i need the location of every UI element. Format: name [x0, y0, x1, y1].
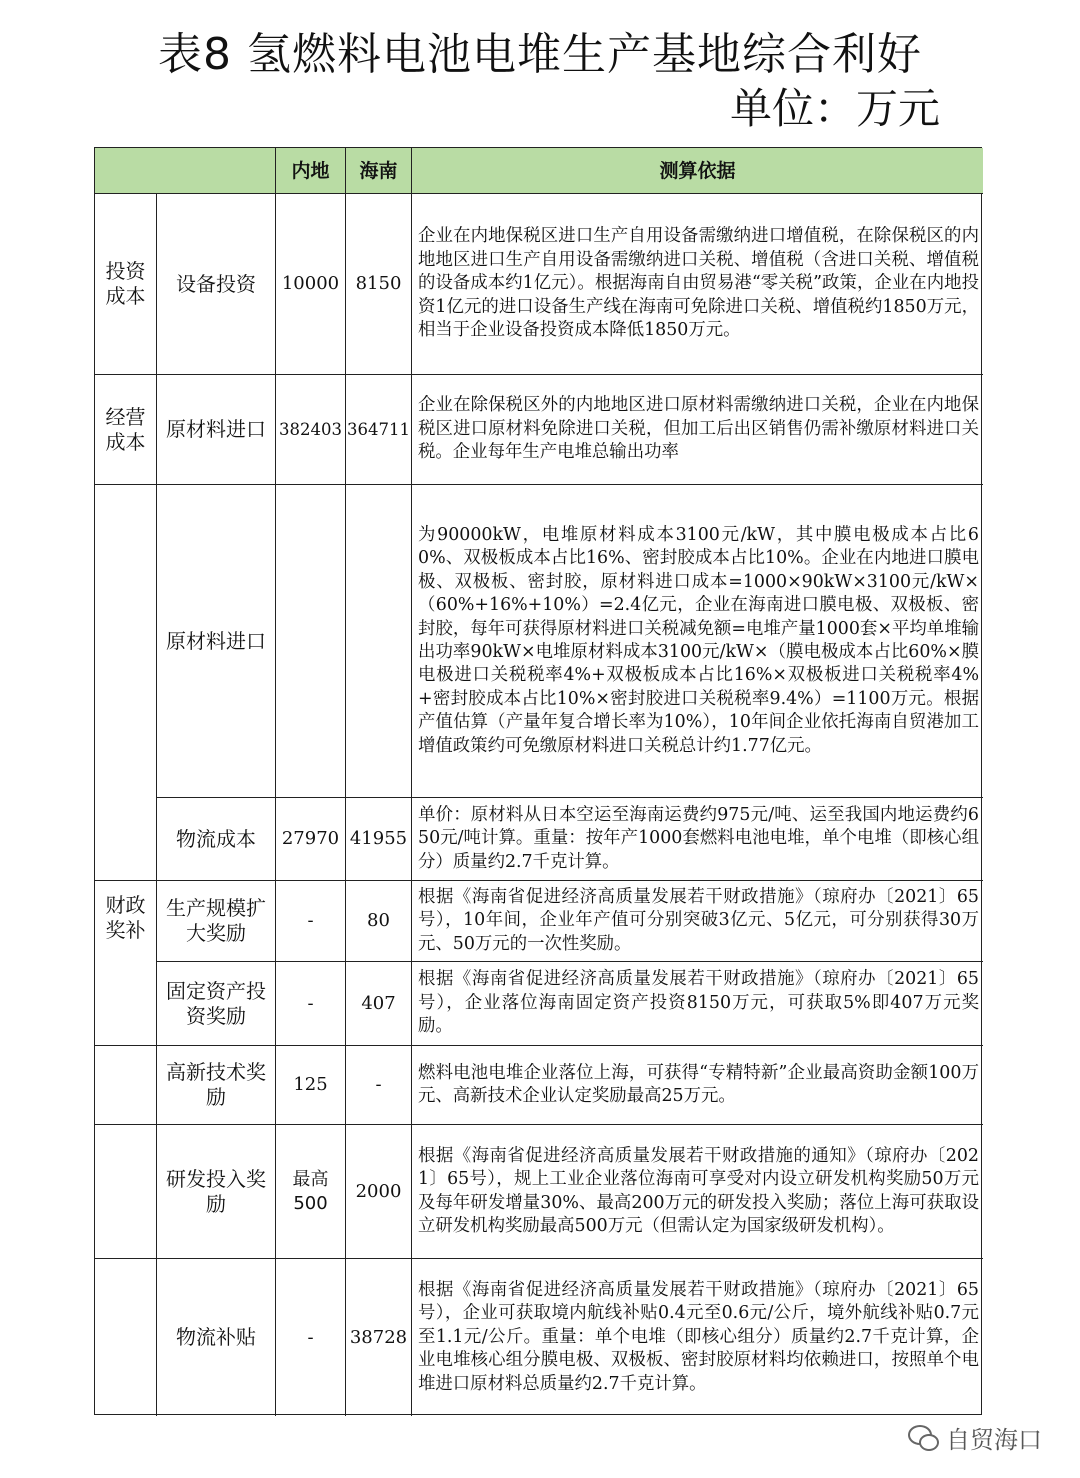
wechat-icon: [908, 1425, 938, 1451]
basis-text: 为90000kW，电堆原材料成本3100元/kW，其中膜电极成本占比60%、双极板成本占比16%、密封胶成本占比10%。企业在内地进口膜电极、双极板、密封胶，原材料进口成本=1000×90kW×3100元/kW×（60%+16%+10%）=2.4亿元，企业在海南进口膜电极、双极板、密封胶，每年可获得原材料进口关税减免额=电堆产量1000套×平均单堆输出功率90kW×电堆原材料成本3100元/kW×（膜电极成本占比60%×膜电极进口关税税率4%+双极板成本占比16%×双极板进口关税税率4%+密封胶成本占比10%×密封胶进口关税税率9.4%）=1100万元。根据产值估算（产量年复合增长率为10%），10年间企业依托海南自贸港加工增值政策约可免缴原材料进口关税总计约1.77亿元。: [412, 485, 983, 798]
hainan-value: 41955: [346, 798, 412, 881]
mainland-value: 10000: [276, 194, 346, 375]
header-blank: [95, 148, 276, 194]
item-name: 原材料进口: [157, 485, 276, 798]
item-name: 设备投资: [157, 194, 276, 375]
unit-label: 单位：万元: [729, 84, 940, 133]
hainan-value: 364711: [346, 375, 412, 485]
hainan-value: -: [346, 1046, 412, 1125]
watermark-text: 自贸海口: [946, 1426, 1042, 1454]
item-name: 研发投入奖励: [157, 1125, 276, 1259]
item-name: 固定资产投资奖励: [157, 962, 276, 1046]
category-investment: 投资 成本: [95, 194, 157, 375]
basis-text: 燃料电池电堆企业落位上海，可获得“专精特新”企业最高资助金额100万元、高新技术企业认定奖励最高25万元。: [412, 1046, 983, 1125]
hainan-value: 38728: [346, 1259, 412, 1416]
header-mainland: 内地: [276, 148, 346, 194]
basis-text: 根据《海南省促进经济高质量发展若干财政措施》（琼府办〔2021〕65号），企业落位海南固定资产投资8150万元，可获取5%即407万元奖励。: [412, 962, 983, 1046]
item-name: 物流成本: [157, 798, 276, 881]
basis-text: 单价：原材料从日本空运至海南运费约975元/吨、运至我国内地运费约650元/吨计算。重量：按年产1000套燃料电池电堆，单个电堆（即核心组分）质量约2.7千克计算。: [412, 798, 983, 881]
category-blank: [95, 1046, 157, 1125]
table-title: 表8 氢燃料电池电堆生产基地综合利好: [158, 29, 922, 80]
basis-text: 企业在内地保税区进口生产自用设备需缴纳进口增值税，在除保税区的内地地区进口生产自用设备需缴纳进口关税、增值税（含进口关税、增值税的设备成本约1亿元）。根据海南自由贸易港“零关税”政策，企业在内地投资1亿元的进口设备生产线在海南可免除进口关税、增值税约1850万元，相当于企业设备投资成本降低1850万元。: [412, 194, 983, 375]
category-blank: [95, 485, 157, 881]
category-operation: 经营 成本: [95, 375, 157, 485]
basis-text: 企业在除保税区外的内地地区进口原材料需缴纳进口关税，企业在内地保税区进口原材料免除进口关税，但加工后出区销售仍需补缴原材料进口关税。企业每年生产电堆总输出功率: [412, 375, 983, 485]
mainland-value: -: [276, 1259, 346, 1416]
watermark: [908, 1420, 1042, 1455]
basis-text: 根据《海南省促进经济高质量发展若干财政措施》（琼府办〔2021〕65号），10年间，企业年产值可分别突破3亿元、5亿元，可分别获得30万元、50万元的一次性奖励。: [412, 881, 983, 962]
mainland-value: 27970: [276, 798, 346, 881]
mainland-value: -: [276, 962, 346, 1046]
header-hainan: 海南: [346, 148, 412, 194]
mainland-value: 125: [276, 1046, 346, 1125]
hainan-value: 407: [346, 962, 412, 1046]
hainan-value: [346, 485, 412, 798]
hainan-value: 8150: [346, 194, 412, 375]
category-fiscal: 财政 奖补: [95, 881, 157, 1046]
item-name: 高新技术奖励: [157, 1046, 276, 1125]
basis-text: 根据《海南省促进经济高质量发展若干财政措施》（琼府办〔2021〕65号），企业可获取境内航线补贴0.4元至0.6元/公斤，境外航线补贴0.7元至1.1元/公斤。重量：单个电堆（即核心组分）质量约2.7千克计算，企业电堆核心组分膜电极、双极板、密封胶原材料均依赖进口，按照单个电堆进口原材料总质量约2.7千克计算。: [418, 1279, 979, 1394]
item-name: 原材料进口: [157, 375, 276, 485]
benefit-table: [94, 147, 982, 1415]
mainland-value: 最高 500: [276, 1125, 346, 1259]
mainland-value: 382403: [276, 375, 346, 485]
hainan-value: 2000: [346, 1125, 412, 1259]
category-blank: [95, 1259, 157, 1416]
header-basis: 测算依据: [412, 148, 983, 194]
basis-text: 根据《海南省促进经济高质量发展若干财政措施的通知》（琼府办〔2021〕65号），规上工业企业落位海南可享受对内设立研发机构奖励50万元及每年研发增量30%、最高200万元的研发投入奖励；落位上海可获取设立研发机构奖励最高500万元（但需认定为国家级研发机构）。: [412, 1125, 983, 1259]
category-blank: [95, 1125, 157, 1259]
item-name: 生产规模扩大奖励: [157, 881, 276, 962]
hainan-value: 80: [346, 881, 412, 962]
mainland-value: -: [276, 881, 346, 962]
mainland-value: [276, 485, 346, 798]
item-name: 物流补贴: [157, 1259, 276, 1416]
